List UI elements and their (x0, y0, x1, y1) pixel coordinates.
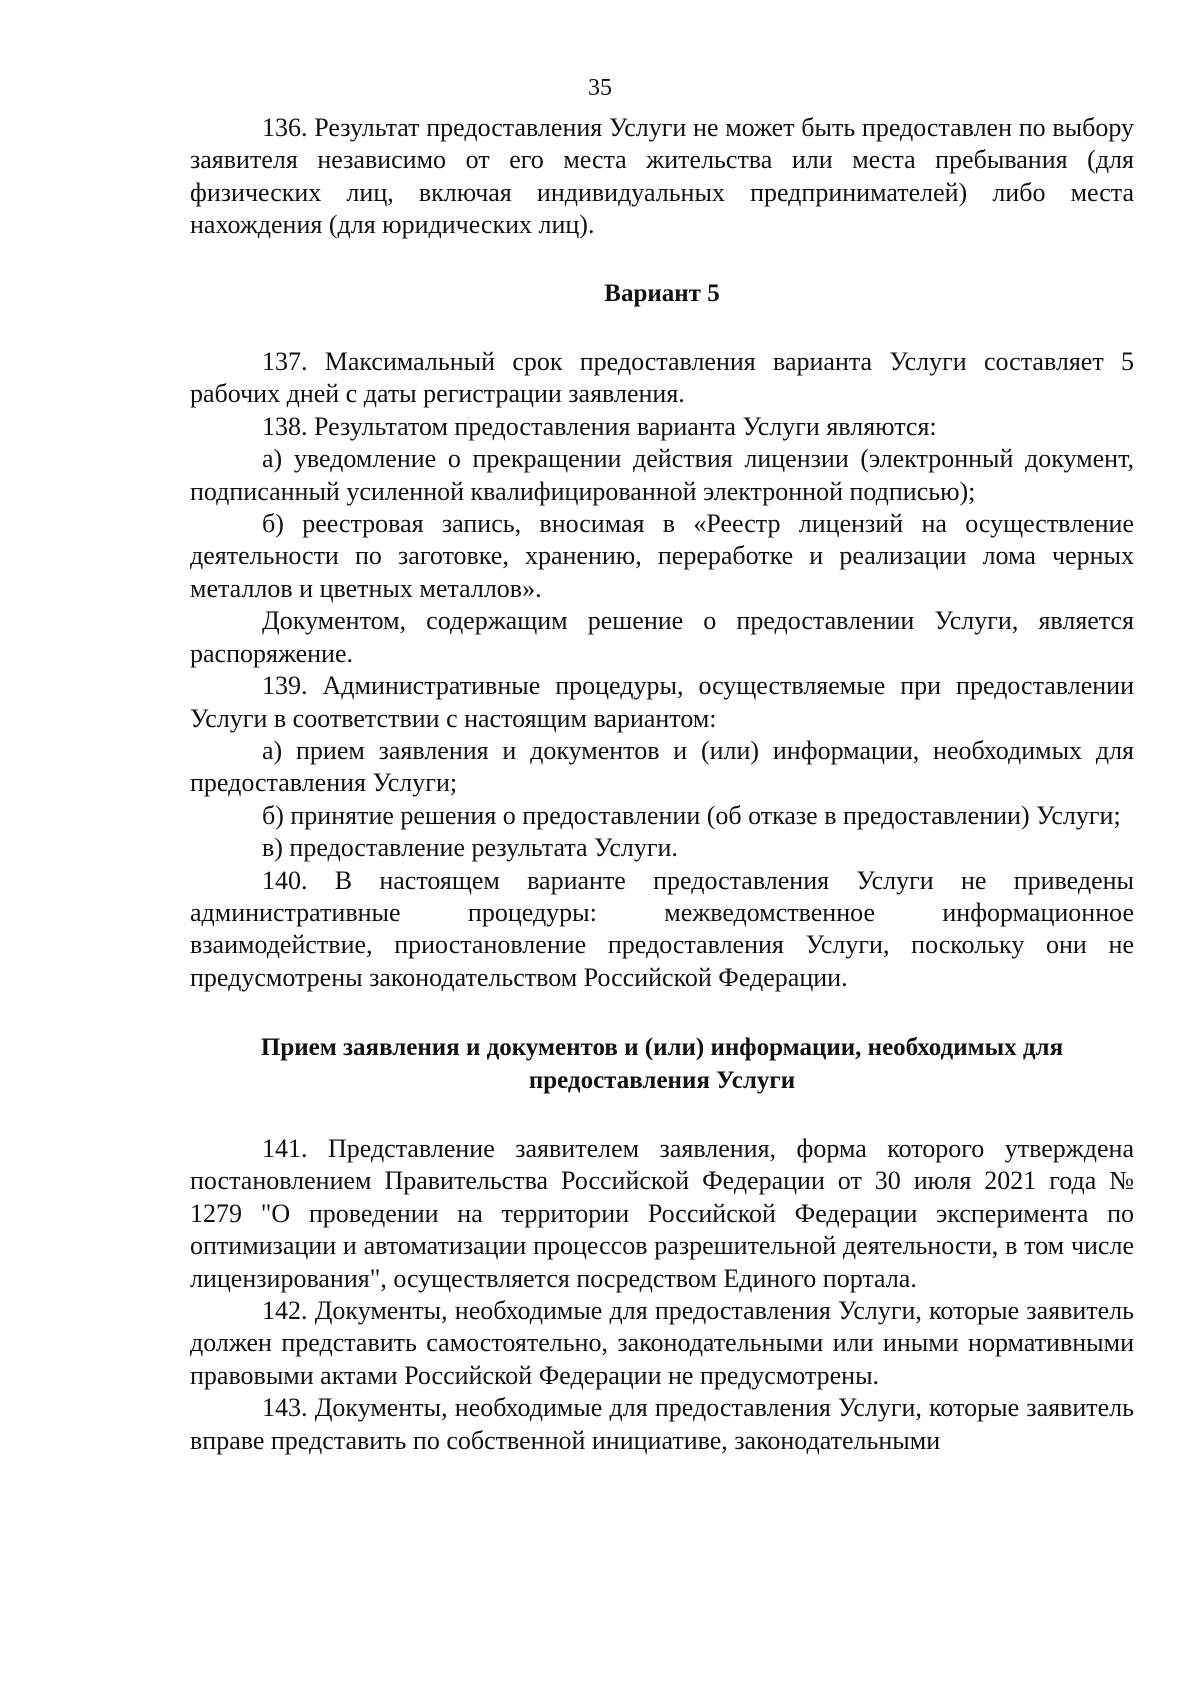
paragraph-138-b: б) реестровая запись, вносимая в «Реестр лицензий на осуществление деятельности по заготовке, хранению, переработке и реализации лома черных металлов и цветных металлов». (190, 509, 1134, 603)
section-heading (190, 1032, 1134, 1097)
page-number: 35 (588, 75, 612, 101)
variant-heading: Вариант 5 (604, 279, 720, 307)
paragraph-140: 140. В настоящем варианте предоставления Услуги не приведены административные процедуры: межведомственное информационное взаимодействие, приостановление предоставления Услуги, поскольку они не предусмотрены законодательством Российской Федерации. (190, 865, 1134, 992)
section-heading-line-1: Прием заявления и документов и (или) информации, необходимых для (260, 1034, 1064, 1062)
section-heading-line-2: предоставления Услуги (528, 1066, 796, 1094)
paragraph-decision-document: Документом, содержащим решение о предоставлении Услуги, является распоряжение. (190, 606, 1134, 668)
paragraph-139-c: в) предоставление результата Услуги. (262, 833, 678, 863)
paragraph-139: 139. Административные процедуры, осуществляемые при предоставлении Услуги в соответствии с настоящим вариантом: (190, 671, 1134, 733)
document-body (190, 112, 1134, 1457)
paragraph-143: 143. Документы, необходимые для предоставления Услуги, которые заявитель вправе представить по собственной инициативе, законодательными (190, 1393, 1134, 1455)
paragraph-138: 138. Результатом предоставления варианта Услуги являются: (262, 411, 937, 441)
paragraph-139-b: б) принятие решения о предоставлении (об отказе в предоставлении) Услуги; (262, 800, 1121, 830)
paragraph-137: 137. Максимальный срок предоставления варианта Услуги составляет 5 рабочих дней с даты регистрации заявления. (190, 347, 1134, 409)
paragraph-139-a: а) прием заявления и документов и (или) информации, необходимых для предоставления Услуги; (190, 735, 1134, 798)
paragraph-138-a: а) уведомление о прекращении действия лицензии (электронный документ, подписанный усиленной квалифицированной электронной подписью); (190, 444, 1134, 506)
paragraph-141: 141. Представление заявителем заявления, форма которого утверждена постановлением Правительства Российской Федерации от 30 июля 2021 года № 1279 "О проведении на территории Российской Федерации эксперимента по оптимизации и автоматизации процессов разрешительной деятельности, в том числе лицензирования", осуществляется посредством Единого портала. (190, 1133, 1134, 1293)
paragraph-142: 142. Документы, необходимые для предоставления Услуги, которые заявитель должен представить самостоятельно, законодательными или иными нормативными правовыми актами Российской Федерации не предусмотрены. (190, 1296, 1134, 1390)
paragraph-136: 136. Результат предоставления Услуги не может быть предоставлен по выбору заявителя независимо от его места жительства или места пребывания (для физических лиц, включая индивидуальных предпринимателей) либо места нахождения (для юридических лиц). (190, 113, 1134, 240)
